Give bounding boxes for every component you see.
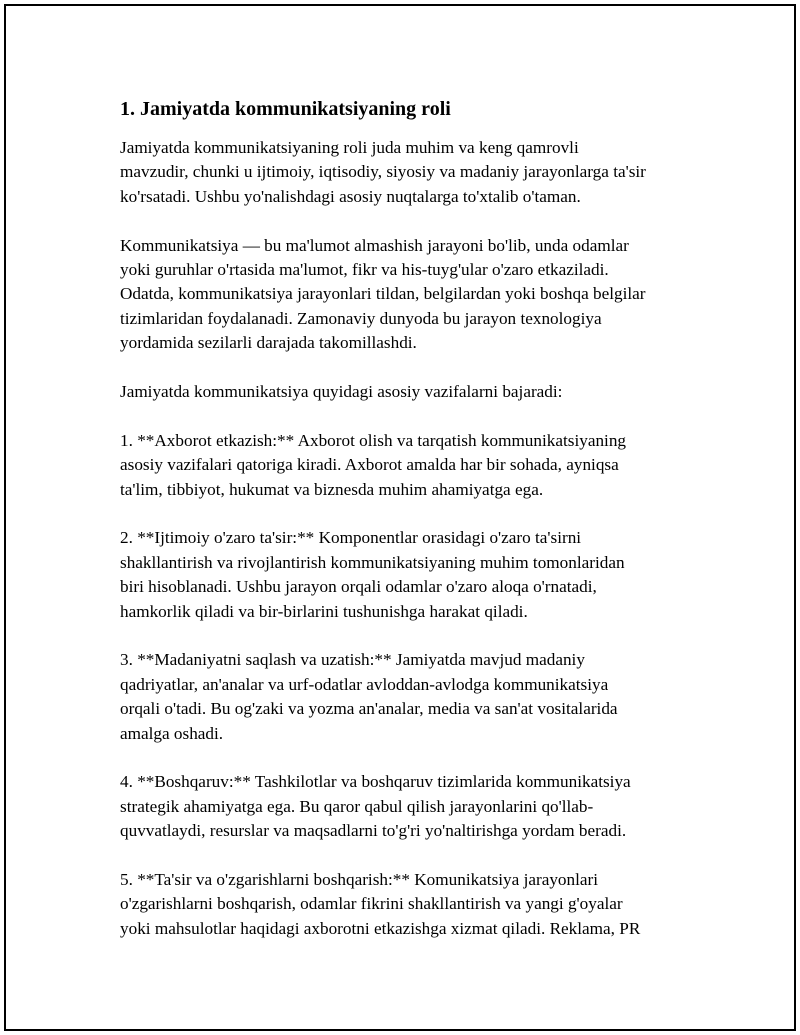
text-line: ko'rsatadi. Ushbu yo'nalishdagi asosiy nuqtalarga to'xtalib o'taman. [120, 186, 581, 206]
text-line: 5. **Ta'sir va o'zgarishlarni boshqarish:** Komunikatsiya jarayonlari [120, 870, 599, 890]
text-line: shakllantirish va rivojlantirish kommunikatsiyaning muhim tomonlaridan [120, 552, 625, 572]
text-line: 3. **Madaniyatni saqlash va uzatish:** Jamiyatda mavjud madaniy [120, 650, 585, 670]
list-item-3 [120, 648, 700, 746]
paragraph-definition [120, 234, 700, 356]
document-body [120, 96, 700, 966]
list-item-4 [120, 770, 700, 843]
text-line: Odatda, kommunikatsiya jarayonlari tildan, belgilardan yoki boshqa belgilar [120, 284, 646, 304]
text-line: 1. **Axborot etkazish:** Axborot olish va tarqatish kommunikatsiyaning [120, 430, 627, 450]
text-line: asosiy vazifalari qatoriga kiradi. Axborot amalda har bir sohada, ayniqsa [120, 455, 619, 475]
text-line: strategik ahamiyatga ega. Bu qaror qabul qilish jarayonlarini qo'llab- [120, 796, 594, 816]
paragraph-intro [120, 136, 700, 209]
text-line: tizimlaridan foydalanadi. Zamonaviy dunyoda bu jarayon texnologiya [120, 308, 602, 328]
text-line: mavzudir, chunki u ijtimoiy, iqtisodiy, siyosiy va madaniy jarayonlarga ta'sir [120, 162, 646, 182]
text-line: o'zgarishlarni boshqarish, odamlar fikrini shakllantirish va yangi g'oyalar [120, 894, 623, 914]
text-line: yoki mahsulotlar haqidagi axborotni etkazishga xizmat qiladi. Reklama, PR [120, 918, 641, 938]
text-line: Jamiyatda kommunikatsiya quyidagi asosiy vazifalarni bajaradi: [120, 382, 563, 402]
document-page [4, 4, 796, 1031]
text-line: Jamiyatda kommunikatsiyaning roli juda muhim va keng qamrovli [120, 138, 579, 157]
text-line: qadriyatlar, an'analar va urf-odatlar avloddan-avlodga kommunikatsiya [120, 674, 609, 694]
paragraph-functions-intro [120, 380, 700, 404]
list-item-1 [120, 429, 700, 502]
text-line: Kommunikatsiya — bu ma'lumot almashish jarayoni bo'lib, unda odamlar [120, 235, 629, 255]
text-line: amalga oshadi. [120, 723, 224, 743]
text-line: 4. **Boshqaruv:** Tashkilotlar va boshqaruv tizimlarida kommunikatsiya [120, 772, 631, 792]
text-line: biri hisoblanadi. Ushbu jarayon orqali odamlar o'zaro aloqa o'rnatadi, [120, 577, 597, 597]
text-line: orqali o'tadi. Bu og'zaki va yozma an'analar, media va san'at vositalarida [120, 699, 618, 719]
text-line: hamkorlik qiladi va bir-birlarini tushunishga harakat qiladi. [120, 601, 528, 621]
text-line: yoki guruhlar o'rtasida ma'lumot, fikr va his-tuyg'ular o'zaro etkaziladi. [120, 260, 609, 280]
section-heading: 1. Jamiyatda kommunikatsiyaning roli [120, 98, 451, 120]
list-item-5 [120, 868, 700, 941]
list-item-2 [120, 526, 700, 624]
text-line: quvvatlaydi, resurslar va maqsadlarni to'g'ri yo'naltirishga yordam beradi. [120, 821, 627, 841]
text-line: ta'lim, tibbiyot, hukumat va biznesda muhim ahamiyatga ega. [120, 479, 544, 499]
text-line: yordamida sezilarli darajada takomillashdi. [120, 333, 417, 353]
text-line: 2. **Ijtimoiy o'zaro ta'sir:** Komponentlar orasidagi o'zaro ta'sirni [120, 528, 582, 548]
